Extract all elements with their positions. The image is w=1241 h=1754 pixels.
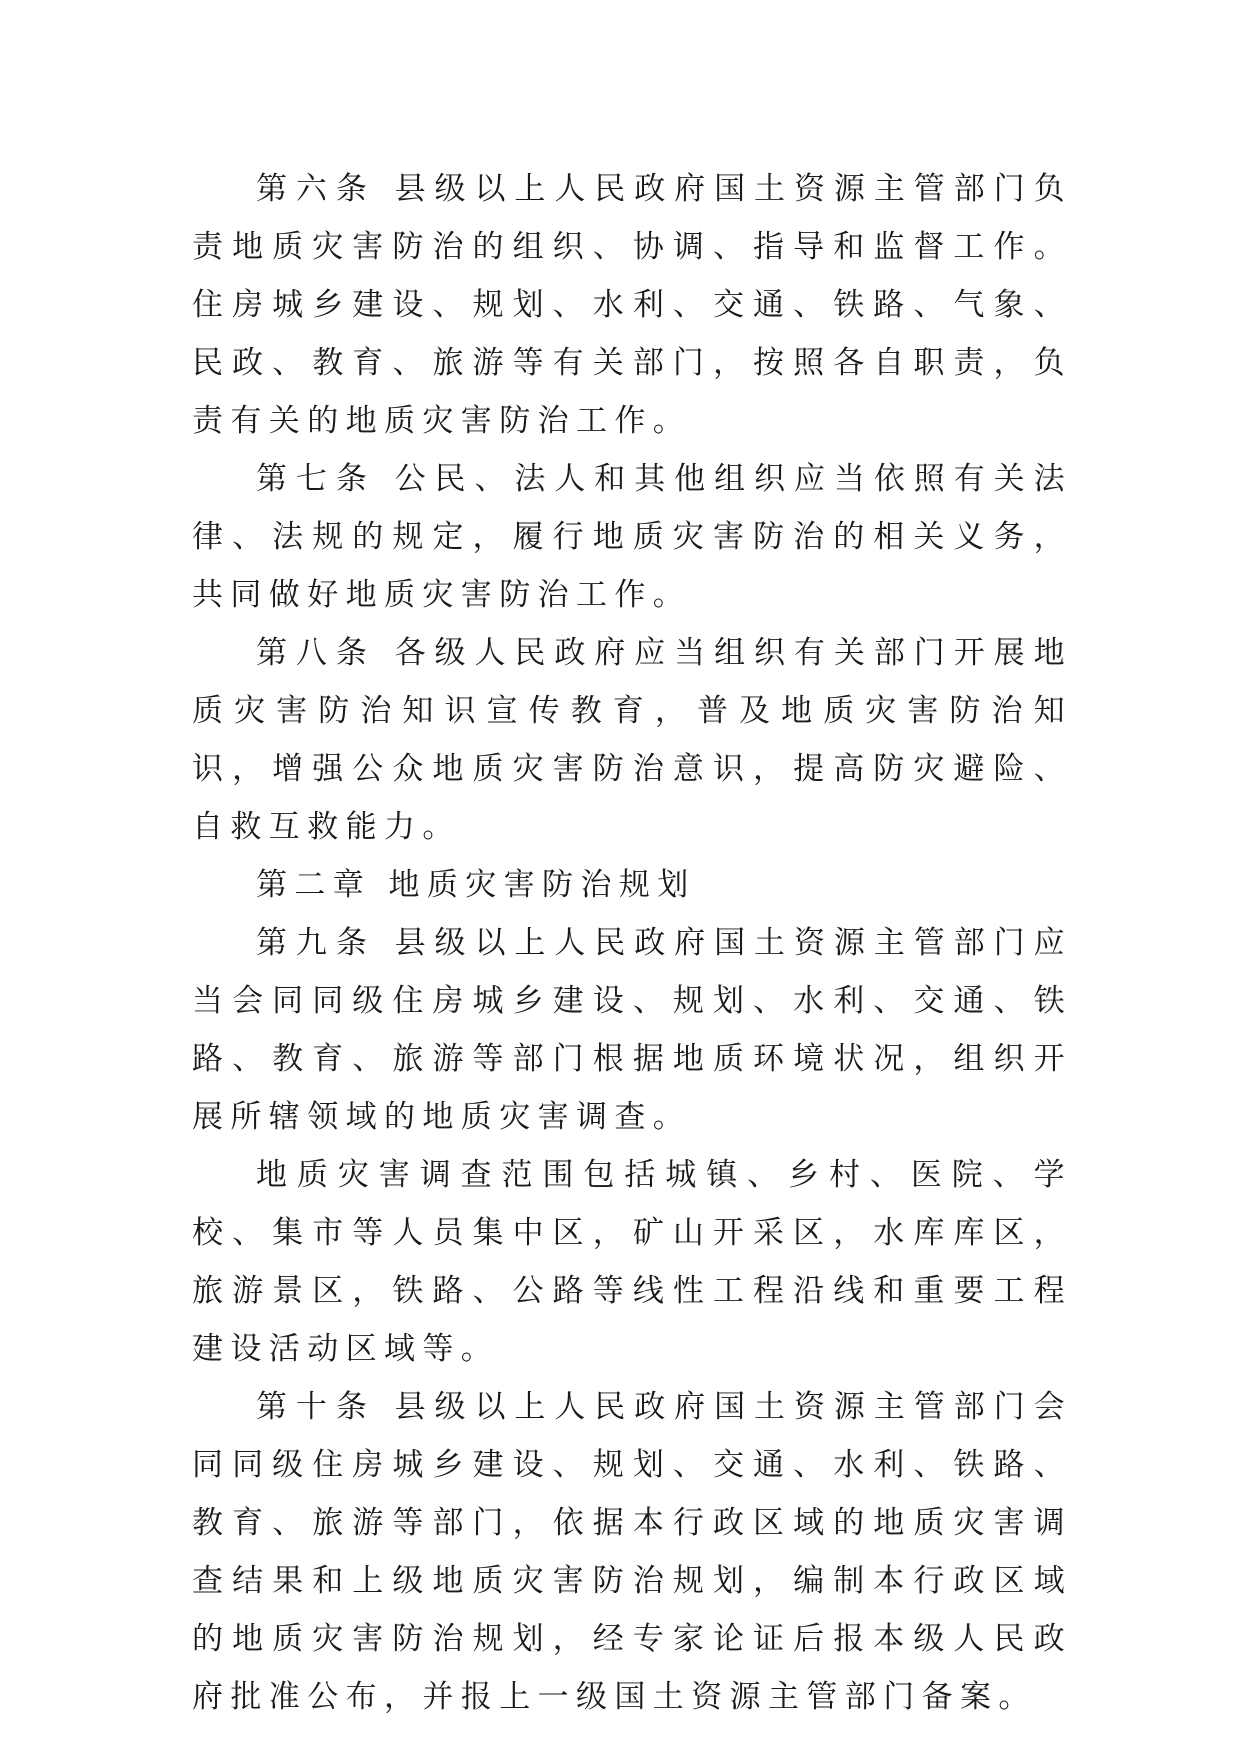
article-10-paragraph: 第十条 县级以上人民政府国土资源主管部门会同同级住房城乡建设、规划、交通、水利、铁路、教育、旅游等部门，依据本行政区域的地质灾害调查结果和上级地质灾害防治规划，编制本行政区域的地质灾害防治规划，经专家论证后报本级人民政府批准公布，并报上一级国土资源主管部门备案。 [192,1389,1072,1715]
article-8-paragraph: 第八条 各级人民政府应当组织有关部门开展地质灾害防治知识宣传教育，普及地质灾害防治知识，增强公众地质灾害防治意识，提高防灾避险、自救互救能力。 [192,635,1072,845]
article-9-paragraph: 第九条 县级以上人民政府国土资源主管部门应当会同同级住房城乡建设、规划、水利、交通、铁路、教育、旅游等部门根据地质环境状况，组织开展所辖领域的地质灾害调查。 [192,925,1072,1135]
article-7-paragraph: 第七条 公民、法人和其他组织应当依照有关法律、法规的规定，履行地质灾害防治的相关义务，共同做好地质灾害防治工作。 [192,461,1072,613]
chapter-2-heading: 第二章 地质灾害防治规划 [256,867,696,903]
survey-scope-paragraph: 地质灾害调查范围包括城镇、乡村、医院、学校、集市等人员集中区，矿山开采区，水库库区，旅游景区，铁路、公路等线性工程沿线和重要工程建设活动区域等。 [192,1157,1072,1367]
article-6-paragraph: 第六条 县级以上人民政府国土资源主管部门负责地质灾害防治的组织、协调、指导和监督工作。住房城乡建设、规划、水利、交通、铁路、气象、民政、教育、旅游等有关部门，按照各自职责，负责有关的地质灾害防治工作。 [192,171,1072,439]
document-body [192,160,1072,1726]
